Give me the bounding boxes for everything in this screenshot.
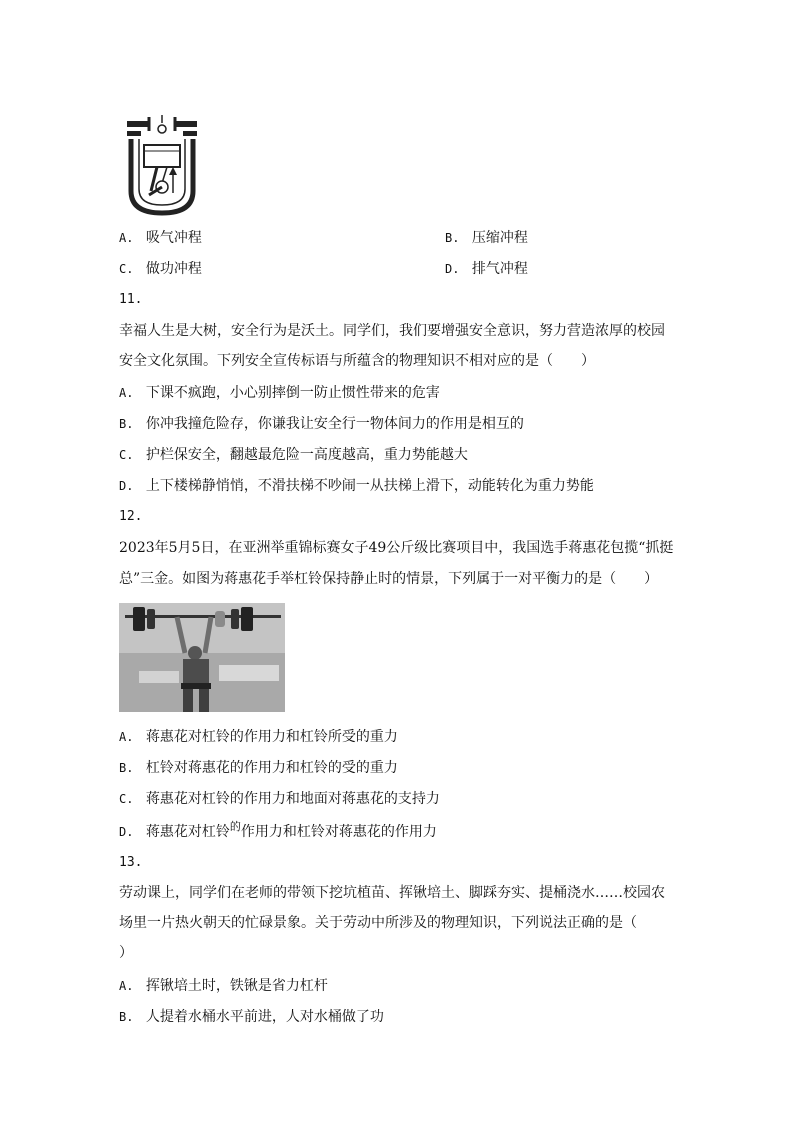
option-a[interactable]: A. 吸气冲程	[119, 230, 202, 246]
question-11-stem-1: 幸福人生是大树，安全行为是沃土。同学们，我们要增强安全意识，努力营造浓厚的校园	[119, 323, 665, 339]
q12-option-d[interactable]: D. 蒋惠花对杠铃$^的$作用力和杠铃对蒋惠花的作用力	[119, 820, 437, 840]
option-c[interactable]: C. 做功冲程	[119, 261, 202, 277]
question-13-stem-3: ）	[119, 945, 133, 961]
option-b[interactable]: B. 压缩冲程	[445, 230, 528, 246]
q11-option-c[interactable]: C. 护栏保安全，翻越最危险一高度越高，重力势能越大	[119, 447, 468, 463]
q12-option-a[interactable]: A. 蒋惠花对杠铃的作用力和杠铃所受的重力	[119, 729, 398, 745]
q13-option-a[interactable]: A. 挥锹培土时，铁锹是省力杠杆	[119, 978, 328, 994]
engine-cylinder-icon	[119, 113, 205, 221]
q12-option-c[interactable]: C. 蒋惠花对杠铃的作用力和地面对蒋惠花的支持力	[119, 791, 440, 807]
question-12-stem-1: 2023年5月5日，在亚洲举重锦标赛女子49公斤级比赛项目中，我国选手蒋惠花包揽“抓挺	[119, 540, 674, 556]
question-number-11: 11.	[119, 292, 143, 307]
q11-option-b[interactable]: B. 你冲我撞危险存，你谦我让安全行一物体间力的作用是相互的	[119, 416, 524, 432]
q12-option-b[interactable]: B. 杠铃对蒋惠花的作用力和杠铃的受的重力	[119, 760, 398, 776]
engine-diagram	[119, 113, 205, 221]
question-number-13: 13.	[119, 855, 143, 870]
question-number-12: 12.	[119, 509, 143, 524]
question-13-stem-1: 劳动课上，同学们在老师的带领下挖坑植苗、挥锹培土、脚踩夯实、提桶浇水……校园农	[119, 885, 665, 901]
option-d[interactable]: D. 排气冲程	[445, 261, 528, 277]
q11-option-a[interactable]: A. 下课不疯跑，小心别摔倒一防止惯性带来的危害	[119, 385, 440, 401]
question-13-stem-2: 场里一片热火朝天的忙碌景象。关于劳动中所涉及的物理知识，下列说法正确的是（	[119, 915, 637, 931]
q11-option-d[interactable]: D. 上下楼梯静悄悄，不滑扶梯不吵闹一从扶梯上滑下，动能转化为重力势能	[119, 478, 594, 494]
weightlifter-photo	[119, 603, 285, 712]
q13-option-b[interactable]: B. 人提着水桶水平前进，人对水桶做了功	[119, 1009, 384, 1025]
question-11-stem-2: 安全文化氛围。下列安全宣传标语与所蕴含的物理知识不相对应的是（ ）	[119, 353, 595, 369]
question-12-stem-2: 总”三金。如图为蒋惠花手举杠铃保持静止时的情景，下列属于一对平衡力的是（ ）	[119, 571, 659, 587]
